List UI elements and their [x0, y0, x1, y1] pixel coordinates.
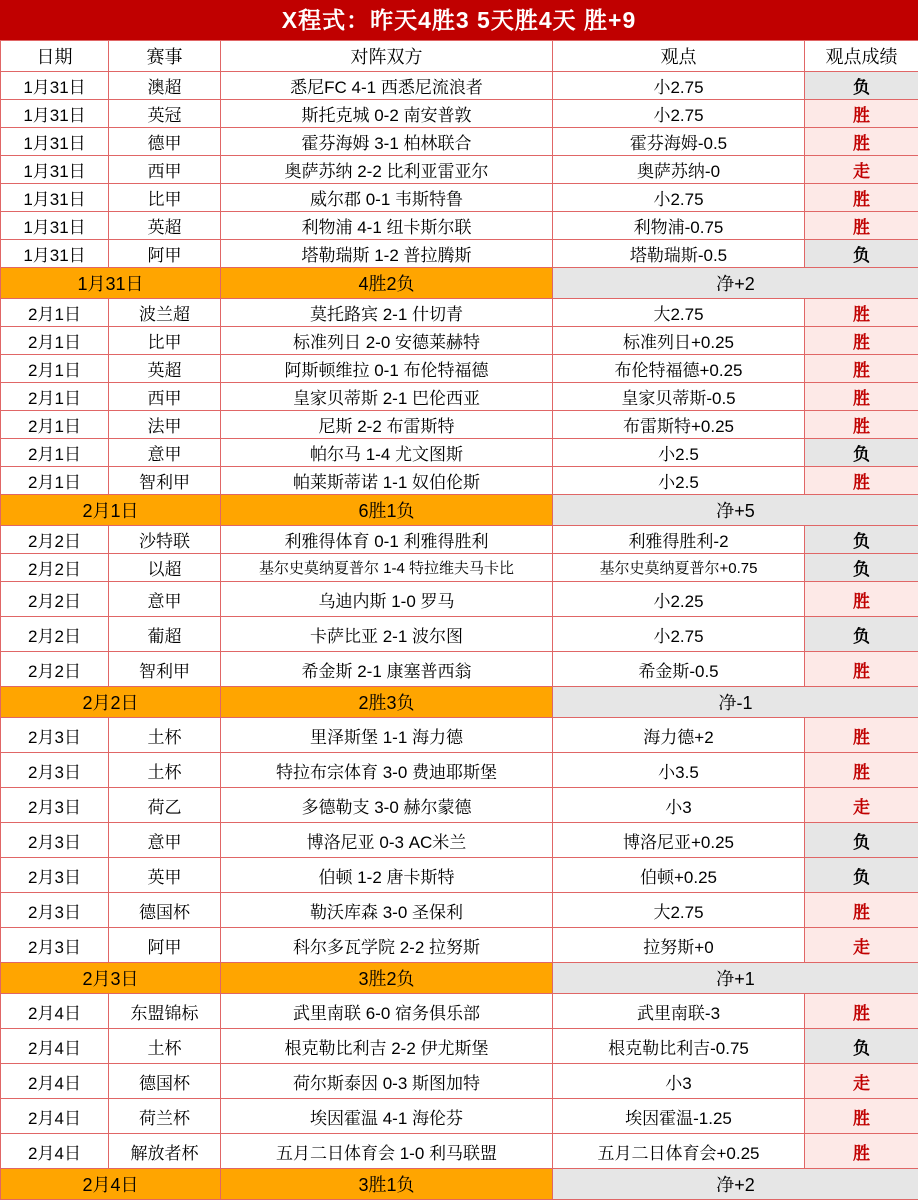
cell-match: 塔勒瑞斯 1-2 普拉腾斯	[221, 240, 553, 268]
cell-league: 比甲	[109, 184, 221, 212]
status-badge: 胜	[805, 383, 918, 411]
summary-row	[1, 1169, 918, 1200]
table-row	[1, 1099, 918, 1134]
cell-view: 武里南联-3	[553, 994, 805, 1029]
cell-date: 2月1日	[1, 439, 109, 467]
cell-league: 阿甲	[109, 240, 221, 268]
cell-league: 智利甲	[109, 467, 221, 495]
status-badge: 胜	[805, 184, 918, 212]
cell-match: 悉尼FC 4-1 西悉尼流浪者	[221, 72, 553, 100]
cell-view: 利物浦-0.75	[553, 212, 805, 240]
summary-net: 净+2	[553, 268, 918, 299]
cell-match: 帕尔马 1-4 尤文图斯	[221, 439, 553, 467]
table-row	[1, 299, 918, 327]
cell-match: 伯顿 1-2 唐卡斯特	[221, 858, 553, 893]
cell-date: 2月4日	[1, 994, 109, 1029]
table-row	[1, 72, 918, 100]
table-row	[1, 1029, 918, 1064]
table-row	[1, 788, 918, 823]
cell-date: 1月31日	[1, 100, 109, 128]
header-row	[1, 41, 918, 72]
cell-match: 尼斯 2-2 布雷斯特	[221, 411, 553, 439]
cell-match: 希金斯 2-1 康塞普西翁	[221, 652, 553, 687]
cell-view: 希金斯-0.5	[553, 652, 805, 687]
cell-match: 卡萨比亚 2-1 波尔图	[221, 617, 553, 652]
status-badge: 胜	[805, 582, 918, 617]
cell-view: 塔勒瑞斯-0.5	[553, 240, 805, 268]
cell-date: 2月1日	[1, 327, 109, 355]
status-badge: 负	[805, 240, 918, 268]
table-row	[1, 212, 918, 240]
cell-date: 2月3日	[1, 928, 109, 963]
cell-date: 1月31日	[1, 72, 109, 100]
status-badge: 胜	[805, 753, 918, 788]
table-row	[1, 156, 918, 184]
cell-view: 根克勒比利吉-0.75	[553, 1029, 805, 1064]
cell-view: 小3.5	[553, 753, 805, 788]
cell-date: 2月2日	[1, 652, 109, 687]
cell-view: 大2.75	[553, 299, 805, 327]
cell-league: 西甲	[109, 383, 221, 411]
cell-view: 小2.5	[553, 467, 805, 495]
table-row	[1, 100, 918, 128]
summary-record: 2胜3负	[221, 687, 553, 718]
table-row	[1, 467, 918, 495]
cell-view: 小2.75	[553, 72, 805, 100]
cell-league: 比甲	[109, 327, 221, 355]
cell-league: 土杯	[109, 718, 221, 753]
summary-record: 3胜2负	[221, 963, 553, 994]
cell-date: 2月4日	[1, 1029, 109, 1064]
table-row	[1, 355, 918, 383]
summary-record: 6胜1负	[221, 495, 553, 526]
table-row	[1, 526, 918, 554]
status-badge: 胜	[805, 212, 918, 240]
table-row	[1, 1134, 918, 1169]
cell-date: 1月31日	[1, 128, 109, 156]
cell-league: 澳超	[109, 72, 221, 100]
cell-date: 2月1日	[1, 411, 109, 439]
cell-date: 2月1日	[1, 467, 109, 495]
cell-view: 霍芬海姆-0.5	[553, 128, 805, 156]
cell-date: 1月31日	[1, 212, 109, 240]
cell-match: 埃因霍温 4-1 海伦芬	[221, 1099, 553, 1134]
cell-view: 利雅得胜利-2	[553, 526, 805, 554]
cell-league: 波兰超	[109, 299, 221, 327]
summary-record: 3胜1负	[221, 1169, 553, 1200]
cell-date: 2月3日	[1, 893, 109, 928]
cell-league: 意甲	[109, 823, 221, 858]
status-badge: 胜	[805, 411, 918, 439]
table-row	[1, 327, 918, 355]
cell-date: 2月1日	[1, 383, 109, 411]
cell-view: 布雷斯特+0.25	[553, 411, 805, 439]
cell-view: 布伦特福德+0.25	[553, 355, 805, 383]
table-row	[1, 411, 918, 439]
status-badge: 胜	[805, 893, 918, 928]
cell-match: 勒沃库森 3-0 圣保利	[221, 893, 553, 928]
cell-view: 皇家贝蒂斯-0.5	[553, 383, 805, 411]
status-badge: 负	[805, 1029, 918, 1064]
cell-league: 荷兰杯	[109, 1099, 221, 1134]
table-row	[1, 439, 918, 467]
table-row	[1, 184, 918, 212]
summary-row	[1, 495, 918, 526]
cell-match: 斯托克城 0-2 南安普敦	[221, 100, 553, 128]
cell-league: 葡超	[109, 617, 221, 652]
table-row	[1, 652, 918, 687]
header-league: 赛事	[109, 41, 221, 72]
cell-league: 德国杯	[109, 893, 221, 928]
status-badge: 胜	[805, 1134, 918, 1169]
cell-match: 帕莱斯蒂诺 1-1 奴伯伦斯	[221, 467, 553, 495]
cell-league: 德国杯	[109, 1064, 221, 1099]
table-row	[1, 617, 918, 652]
table-row	[1, 128, 918, 156]
cell-league: 意甲	[109, 582, 221, 617]
cell-match: 里泽斯堡 1-1 海力德	[221, 718, 553, 753]
cell-league: 沙特联	[109, 526, 221, 554]
cell-league: 解放者杯	[109, 1134, 221, 1169]
cell-league: 以超	[109, 554, 221, 582]
table-row	[1, 554, 918, 582]
page-title: X程式：昨天4胜3 5天胜4天 胜+9	[0, 0, 918, 40]
cell-match: 利雅得体育 0-1 利雅得胜利	[221, 526, 553, 554]
cell-date: 2月4日	[1, 1134, 109, 1169]
cell-match: 多德勒支 3-0 赫尔蒙德	[221, 788, 553, 823]
cell-league: 荷乙	[109, 788, 221, 823]
cell-date: 2月3日	[1, 823, 109, 858]
status-badge: 负	[805, 439, 918, 467]
results-table	[0, 40, 918, 1200]
status-badge: 负	[805, 617, 918, 652]
table-row	[1, 893, 918, 928]
cell-league: 英甲	[109, 858, 221, 893]
cell-match: 五月二日体育会 1-0 利马联盟	[221, 1134, 553, 1169]
table-row	[1, 1064, 918, 1099]
table-row	[1, 858, 918, 893]
summary-date: 2月1日	[1, 495, 221, 526]
status-badge: 胜	[805, 718, 918, 753]
header-view: 观点	[553, 41, 805, 72]
cell-league: 意甲	[109, 439, 221, 467]
status-badge: 胜	[805, 299, 918, 327]
cell-league: 英超	[109, 355, 221, 383]
cell-league: 智利甲	[109, 652, 221, 687]
cell-view: 小2.75	[553, 184, 805, 212]
table-row	[1, 994, 918, 1029]
status-badge: 胜	[805, 1099, 918, 1134]
cell-match: 霍芬海姆 3-1 柏林联合	[221, 128, 553, 156]
cell-date: 2月3日	[1, 788, 109, 823]
summary-date: 2月2日	[1, 687, 221, 718]
cell-league: 英超	[109, 212, 221, 240]
cell-match: 博洛尼亚 0-3 AC米兰	[221, 823, 553, 858]
summary-net: 净-1	[553, 687, 918, 718]
cell-date: 1月31日	[1, 156, 109, 184]
summary-date: 1月31日	[1, 268, 221, 299]
cell-view: 小2.75	[553, 100, 805, 128]
status-badge: 走	[805, 1064, 918, 1099]
table-head	[1, 41, 918, 72]
cell-view: 小3	[553, 788, 805, 823]
cell-view: 小2.25	[553, 582, 805, 617]
cell-view: 小2.5	[553, 439, 805, 467]
cell-league: 英冠	[109, 100, 221, 128]
cell-date: 2月3日	[1, 858, 109, 893]
cell-date: 2月3日	[1, 753, 109, 788]
status-badge: 走	[805, 928, 918, 963]
cell-view: 五月二日体育会+0.25	[553, 1134, 805, 1169]
cell-league: 土杯	[109, 1029, 221, 1064]
cell-match: 特拉布宗体育 3-0 费迪耶斯堡	[221, 753, 553, 788]
status-badge: 走	[805, 788, 918, 823]
header-result: 观点成绩	[805, 41, 918, 72]
status-badge: 负	[805, 858, 918, 893]
status-badge: 胜	[805, 652, 918, 687]
cell-league: 法甲	[109, 411, 221, 439]
cell-date: 2月2日	[1, 617, 109, 652]
summary-date: 2月3日	[1, 963, 221, 994]
cell-date: 1月31日	[1, 240, 109, 268]
cell-league: 西甲	[109, 156, 221, 184]
table-body	[1, 72, 918, 1200]
cell-view: 博洛尼亚+0.25	[553, 823, 805, 858]
cell-match: 根克勒比利吉 2-2 伊尤斯堡	[221, 1029, 553, 1064]
table-row	[1, 383, 918, 411]
cell-league: 阿甲	[109, 928, 221, 963]
table-row	[1, 753, 918, 788]
cell-date: 2月1日	[1, 355, 109, 383]
cell-date: 2月4日	[1, 1064, 109, 1099]
cell-match: 皇家贝蒂斯 2-1 巴伦西亚	[221, 383, 553, 411]
cell-view: 伯顿+0.25	[553, 858, 805, 893]
status-badge: 负	[805, 554, 918, 582]
cell-view: 埃因霍温-1.25	[553, 1099, 805, 1134]
status-badge: 胜	[805, 100, 918, 128]
summary-row	[1, 268, 918, 299]
cell-view: 标准列日+0.25	[553, 327, 805, 355]
summary-record: 4胜2负	[221, 268, 553, 299]
status-badge: 胜	[805, 994, 918, 1029]
cell-match: 威尔郡 0-1 韦斯特鲁	[221, 184, 553, 212]
cell-league: 东盟锦标	[109, 994, 221, 1029]
cell-view: 基尔史莫纳夏普尔+0.75	[553, 554, 805, 582]
cell-match: 科尔多瓦学院 2-2 拉努斯	[221, 928, 553, 963]
status-badge: 负	[805, 526, 918, 554]
cell-view: 奥萨苏纳-0	[553, 156, 805, 184]
cell-view: 小3	[553, 1064, 805, 1099]
status-badge: 走	[805, 156, 918, 184]
summary-row	[1, 963, 918, 994]
table-row	[1, 582, 918, 617]
cell-view: 小2.75	[553, 617, 805, 652]
summary-net: 净+2	[553, 1169, 918, 1200]
table-row	[1, 240, 918, 268]
table-row	[1, 823, 918, 858]
summary-net: 净+1	[553, 963, 918, 994]
status-badge: 胜	[805, 467, 918, 495]
status-badge: 负	[805, 823, 918, 858]
cell-view: 拉努斯+0	[553, 928, 805, 963]
cell-league: 德甲	[109, 128, 221, 156]
cell-match: 莫托路宾 2-1 什切青	[221, 299, 553, 327]
status-badge: 胜	[805, 128, 918, 156]
cell-match: 武里南联 6-0 宿务俱乐部	[221, 994, 553, 1029]
cell-date: 2月2日	[1, 582, 109, 617]
cell-view: 大2.75	[553, 893, 805, 928]
header-match: 对阵双方	[221, 41, 553, 72]
summary-net: 净+5	[553, 495, 918, 526]
header-date: 日期	[1, 41, 109, 72]
cell-date: 2月3日	[1, 718, 109, 753]
cell-match: 阿斯顿维拉 0-1 布伦特福德	[221, 355, 553, 383]
cell-date: 2月1日	[1, 299, 109, 327]
cell-match: 利物浦 4-1 纽卡斯尔联	[221, 212, 553, 240]
summary-date: 2月4日	[1, 1169, 221, 1200]
status-badge: 胜	[805, 355, 918, 383]
status-badge: 胜	[805, 327, 918, 355]
status-badge: 负	[805, 72, 918, 100]
cell-date: 2月2日	[1, 526, 109, 554]
cell-match: 荷尔斯泰因 0-3 斯图加特	[221, 1064, 553, 1099]
cell-match: 基尔史莫纳夏普尔 1-4 特拉维夫马卡比	[221, 554, 553, 582]
cell-league: 土杯	[109, 753, 221, 788]
cell-match: 乌迪内斯 1-0 罗马	[221, 582, 553, 617]
cell-match: 奥萨苏纳 2-2 比利亚雷亚尔	[221, 156, 553, 184]
table-row	[1, 928, 918, 963]
cell-date: 2月2日	[1, 554, 109, 582]
cell-view: 海力德+2	[553, 718, 805, 753]
table-row	[1, 718, 918, 753]
cell-date: 1月31日	[1, 184, 109, 212]
cell-date: 2月4日	[1, 1099, 109, 1134]
cell-match: 标准列日 2-0 安德莱赫特	[221, 327, 553, 355]
summary-row	[1, 687, 918, 718]
